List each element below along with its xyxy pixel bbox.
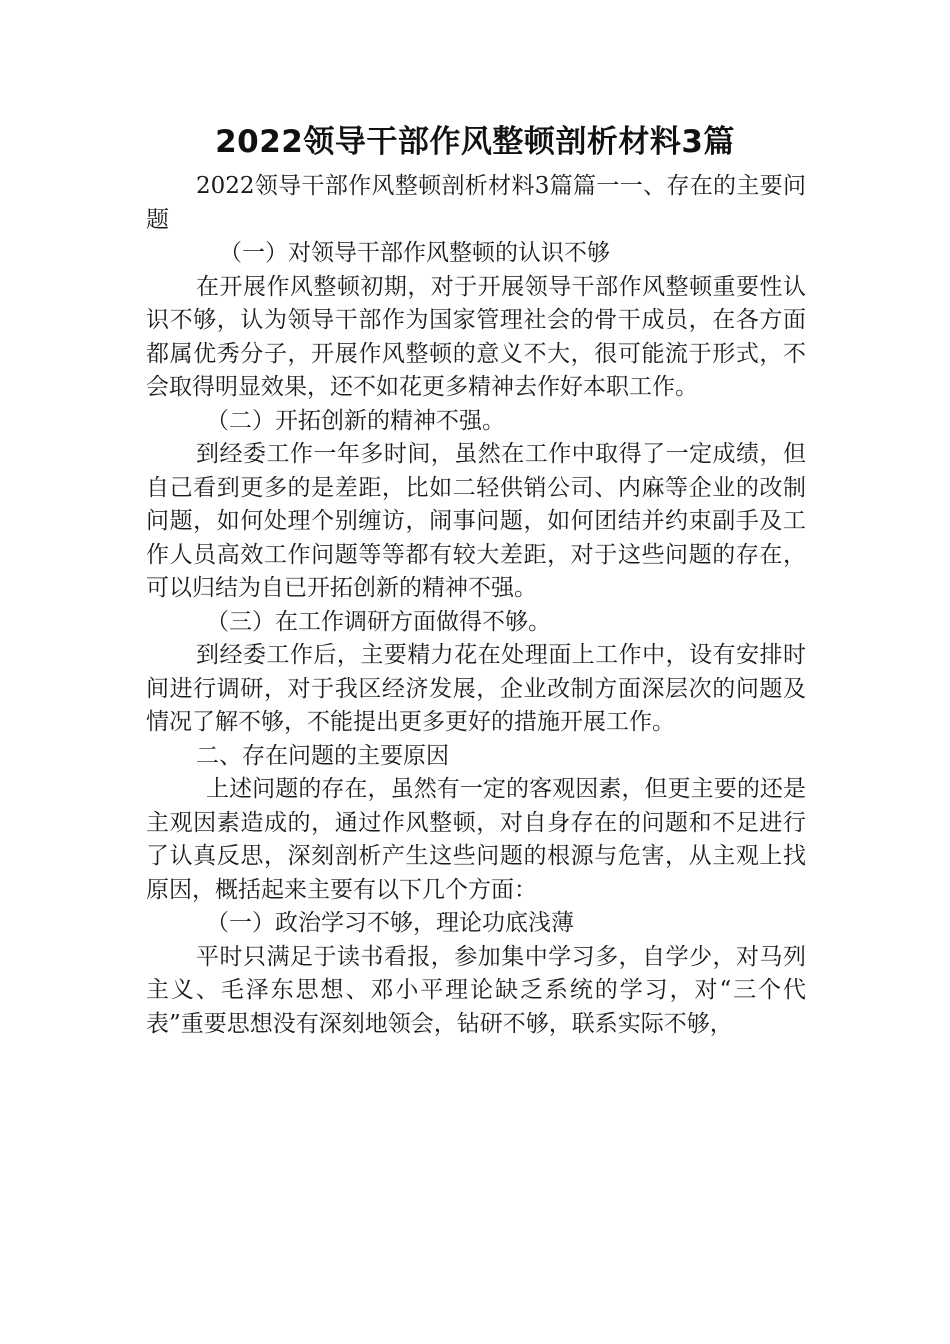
section-heading: 二、存在问题的主要原因 bbox=[196, 742, 449, 769]
section-heading: （一）政治学习不够，理论功底浅薄 bbox=[206, 910, 574, 936]
paragraph: 在开展作风整顿初期，对于开展领导干部作风整顿重要性认识不够，认为领导干部作为国家管理社会的骨干成员，在各方面都属优秀分子，开展作风整顿的意义不大，很可能流于形式，不会取得明显效果，还不如花更多精神去作好本职工作。 bbox=[146, 273, 806, 400]
section-heading: （三）在工作调研方面做得不够。 bbox=[206, 608, 551, 635]
paragraph: 2022领导干部作风整顿剖析材料3篇篇一一、存在的主要问题 bbox=[146, 173, 806, 233]
section-heading: （一）对领导干部作风整顿的认识不够 bbox=[219, 240, 610, 266]
document-body bbox=[146, 170, 806, 1041]
document-title: 2022领导干部作风整顿剖析材料3篇 bbox=[215, 124, 735, 160]
paragraph: 平时只满足于读书看报，参加集中学习多，自学少，对马列主义、毛泽东思想、邓小平理论缺乏系统的学习，对“三个代表”重要思想没有深刻地领会，钻研不够，联系实际不够， bbox=[146, 943, 806, 1037]
paragraph: 到经委工作后，主要精力花在处理面上工作中，设有安排时间进行调研，对于我区经济发展，企业改制方面深层次的问题及情况了解不够，不能提出更多更好的措施开展工作。 bbox=[146, 642, 806, 735]
section-heading: （二）开拓创新的精神不强。 bbox=[206, 407, 505, 434]
paragraph: 上述问题的存在，虽然有一定的客观因素，但更主要的还是主观因素造成的，通过作风整顿，对自身存在的问题和不足进行了认真反思，深刻剖析产生这些问题的根源与危害，从主观上找原因，概括起来主要有以下几个方面： bbox=[146, 776, 806, 903]
paragraph: 到经委工作一年多时间，虽然在工作中取得了一定成绩，但自己看到更多的是差距，比如二轻供销公司、内麻等企业的改制问题，如何处理个别缠访，闹事问题，如何团结并约束副手及工作人员高效工作问题等等都有较大差距，对于这些问题的存在，可以归结为自已开拓创新的精神不强。 bbox=[146, 441, 806, 601]
